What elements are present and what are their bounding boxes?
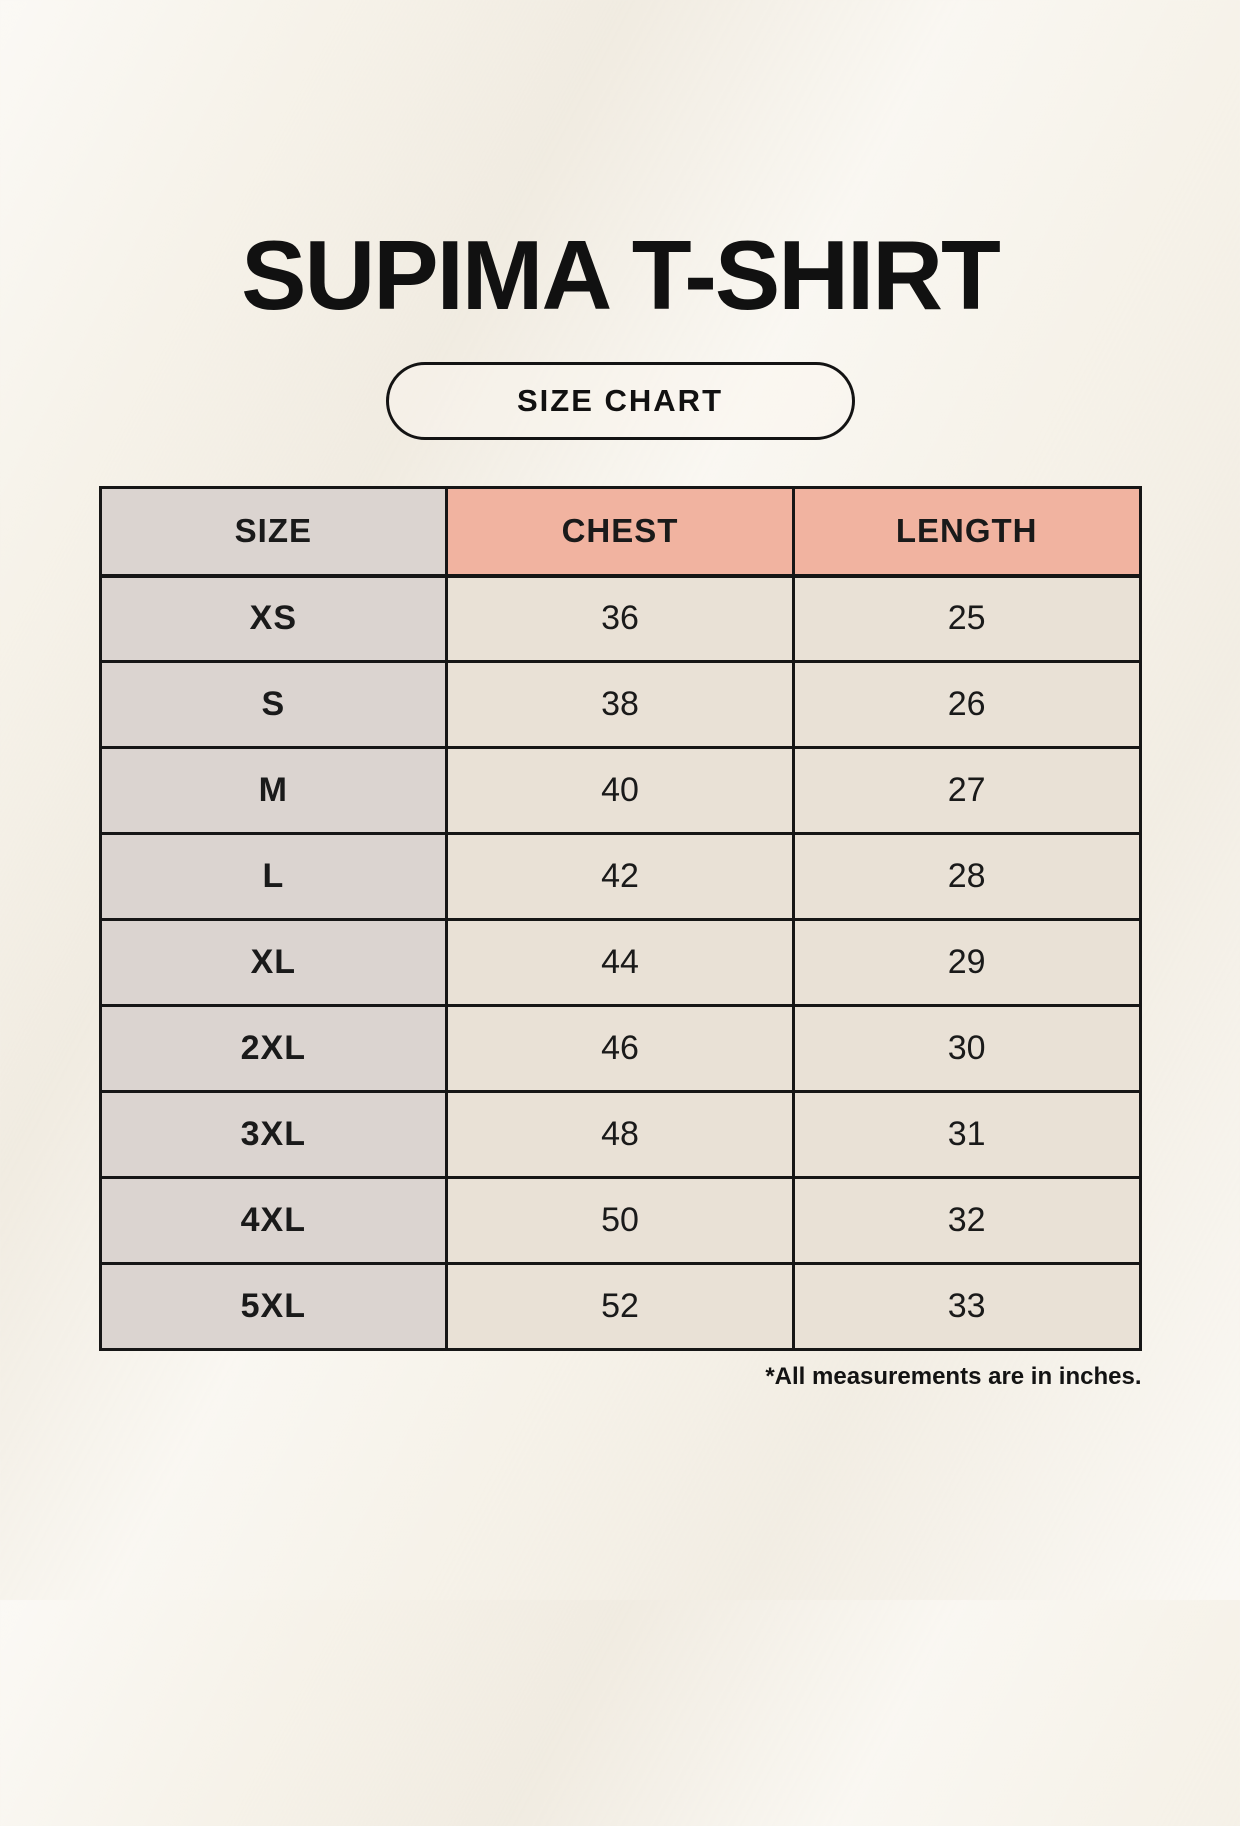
chest-value-cell: 42	[447, 834, 794, 920]
length-value-cell: 29	[793, 920, 1140, 1006]
table-row	[100, 1178, 1140, 1264]
table-row	[100, 662, 1140, 748]
size-label-cell: L	[100, 834, 447, 920]
size-label-cell: 4XL	[100, 1178, 447, 1264]
size-table-header	[100, 488, 1140, 576]
size-chart-badge	[386, 362, 855, 440]
length-value-cell: 31	[793, 1092, 1140, 1178]
length-value-cell: 30	[793, 1006, 1140, 1092]
size-label-cell: XS	[100, 576, 447, 662]
size-table-body	[100, 576, 1140, 1350]
size-chart-badge-label: SIZE CHART	[517, 383, 723, 418]
table-row	[100, 834, 1140, 920]
size-chart-graphic	[0, 220, 1240, 1826]
size-label-cell: 2XL	[100, 1006, 447, 1092]
length-value-cell: 33	[793, 1264, 1140, 1350]
size-label-cell: 5XL	[100, 1264, 447, 1350]
header-row	[100, 488, 1140, 576]
table-row	[100, 748, 1140, 834]
chest-value-cell: 38	[447, 662, 794, 748]
size-label-cell: XL	[100, 920, 447, 1006]
length-value-cell: 25	[793, 576, 1140, 662]
column-header-length: LENGTH	[793, 488, 1140, 576]
size-table	[99, 486, 1142, 1351]
table-row	[100, 576, 1140, 662]
chest-value-cell: 52	[447, 1264, 794, 1350]
chest-value-cell: 46	[447, 1006, 794, 1092]
measurements-footnote: *All measurements are in inches.	[765, 1363, 1142, 1390]
length-value-cell: 28	[793, 834, 1140, 920]
chest-value-cell: 50	[447, 1178, 794, 1264]
chest-value-cell: 36	[447, 576, 794, 662]
chest-value-cell: 44	[447, 920, 794, 1006]
table-row	[100, 1264, 1140, 1350]
size-label-cell: M	[100, 748, 447, 834]
page-title: SUPIMA T-SHIRT	[241, 220, 999, 330]
table-row	[100, 920, 1140, 1006]
table-row	[100, 1092, 1140, 1178]
size-label-cell: S	[100, 662, 447, 748]
length-value-cell: 32	[793, 1178, 1140, 1264]
chest-value-cell: 48	[447, 1092, 794, 1178]
column-header-size: SIZE	[100, 488, 447, 576]
size-label-cell: 3XL	[100, 1092, 447, 1178]
column-header-chest: CHEST	[447, 488, 794, 576]
table-row	[100, 1006, 1140, 1092]
length-value-cell: 27	[793, 748, 1140, 834]
chest-value-cell: 40	[447, 748, 794, 834]
length-value-cell: 26	[793, 662, 1140, 748]
